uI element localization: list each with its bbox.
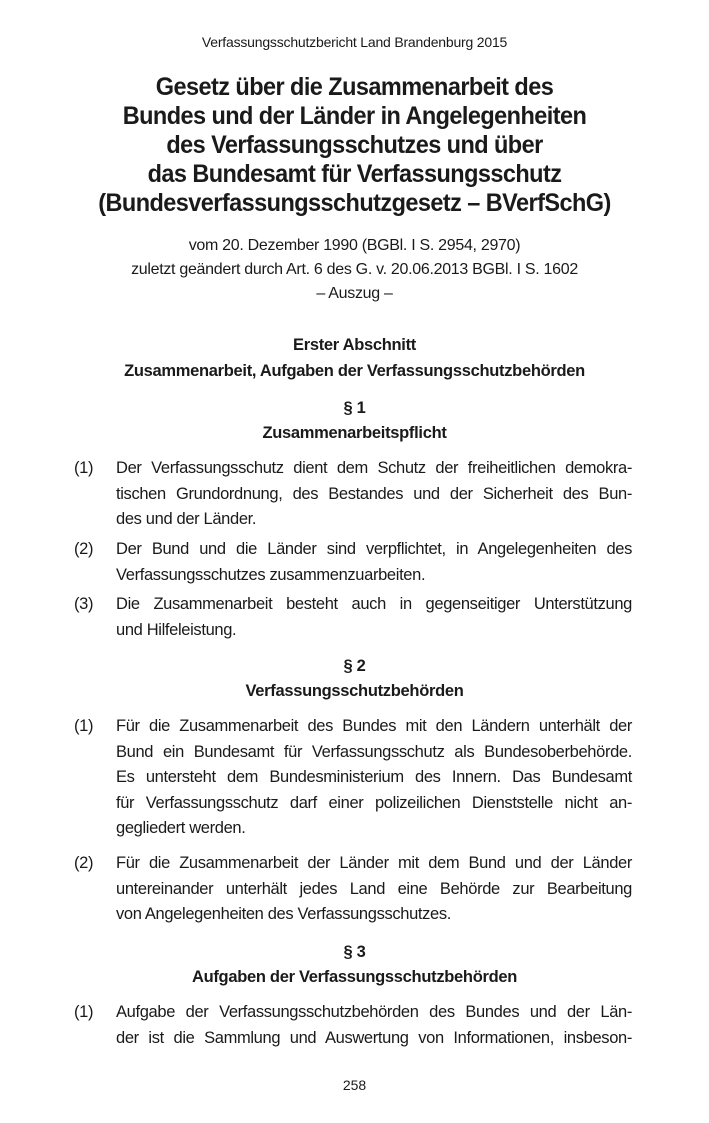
paragraph-symbol: § 3 <box>343 943 366 961</box>
clause <box>74 537 632 588</box>
paragraph-symbol: § 2 <box>343 657 366 675</box>
clause-number: (1) <box>74 459 94 477</box>
clause-line: Es untersteht dem Bundesministerium des Innern. Das Bundesamt <box>116 768 632 786</box>
enactment-date: vom 20. Dezember 1990 (BGBl. I S. 2954, 2970) <box>188 237 521 254</box>
clause-line: von Angelegenheiten des Verfassungsschutzes. <box>116 905 452 923</box>
clause-line: Aufgabe der Verfassungsschutzbehörden des Bundes und der Län- <box>116 1003 632 1021</box>
clause-line: Für die Zusammenarbeit des Bundes mit den Ländern unterhält der <box>116 717 632 735</box>
clause-line: Die Zusammenarbeit besteht auch in gegenseitiger Unterstützung <box>116 595 632 613</box>
amendment-note: zuletzt geändert durch Art. 6 des G. v. 20.06.2013 BGBl. I S. 1602 <box>131 261 578 278</box>
clause-line: untereinander unterhält jedes Land eine Behörde zur Bearbeitung <box>116 879 632 898</box>
clause-text <box>116 592 632 643</box>
law-metadata <box>40 234 669 306</box>
law-title-line: Gesetz über die Zusammenarbeit des <box>155 73 554 101</box>
clause-number: (2) <box>74 540 94 558</box>
paragraph-heading-2 <box>40 654 669 704</box>
clause-line: und Hilfeleistung. <box>116 620 237 639</box>
law-title-line: (Bundesverfassungsschutzgesetz – BVerfSchG) <box>98 189 611 217</box>
clause-line: Der Bund und die Länder sind verpflichtet, in Angelegenheiten des <box>116 540 632 558</box>
clause-line: Der Verfassungsschutz dient dem Schutz der freiheitlichen demokra- <box>116 459 632 477</box>
clause-number: (1) <box>74 1003 94 1021</box>
law-title-line: Bundes und der Länder in Angelegenheiten <box>122 102 587 130</box>
section-label: Erster Abschnitt <box>293 336 416 354</box>
clause <box>74 714 632 842</box>
clause-text <box>116 537 632 588</box>
law-title-line: das Bundesamt für Verfassungsschutz <box>147 160 562 188</box>
clause-text <box>116 851 632 928</box>
clause-text <box>116 714 632 842</box>
law-title <box>59 73 650 218</box>
clause-text <box>116 1000 632 1051</box>
clause-line: Verfassungsschutzes zusammenzuarbeiten. <box>116 565 426 584</box>
section-title: Zusammenarbeit, Aufgaben der Verfassungsschutzbehörden <box>124 362 585 380</box>
clause <box>74 592 632 643</box>
clause <box>74 1000 632 1051</box>
paragraph-heading-1 <box>40 396 669 446</box>
paragraph-title: Verfassungsschutzbehörden <box>245 682 464 700</box>
clause-line: des und der Länder. <box>116 510 257 528</box>
excerpt-note: – Auszug – <box>316 285 393 302</box>
clause-text <box>116 456 632 533</box>
page-number: 258 <box>342 1077 367 1093</box>
clause-number: (2) <box>74 854 94 872</box>
running-header: Verfassungsschutzbericht Land Brandenburg 2015 <box>201 34 508 50</box>
paragraph-title: Zusammenarbeitspflicht <box>262 424 447 442</box>
clause-line: Für die Zusammenarbeit der Länder mit dem Bund und der Länder <box>116 854 632 872</box>
paragraph-title: Aufgaben der Verfassungsschutzbehörden <box>191 968 518 986</box>
clause <box>74 456 632 533</box>
clause-line: tischen Grundordnung, des Bestandes und der Sicherheit des Bun- <box>116 484 632 503</box>
clause-line: für Verfassungsschutz darf einer polizeilichen Dienststelle nicht an- <box>116 793 632 812</box>
clause <box>74 851 632 928</box>
clause-line: gegliedert werden. <box>116 819 246 837</box>
clause-number: (3) <box>74 595 94 613</box>
clause-number: (1) <box>74 717 94 735</box>
clause-line: der ist die Sammlung und Auswertung von Informationen, insbeson- <box>116 1028 632 1047</box>
paragraph-heading-3 <box>40 940 669 990</box>
paragraph-symbol: § 1 <box>343 399 366 417</box>
law-title-line: des Verfassungsschutzes und über <box>166 131 543 159</box>
clause-line: Bund ein Bundesamt für Verfassungsschutz als Bundesoberbehörde. <box>116 742 632 761</box>
section-heading <box>40 332 669 384</box>
